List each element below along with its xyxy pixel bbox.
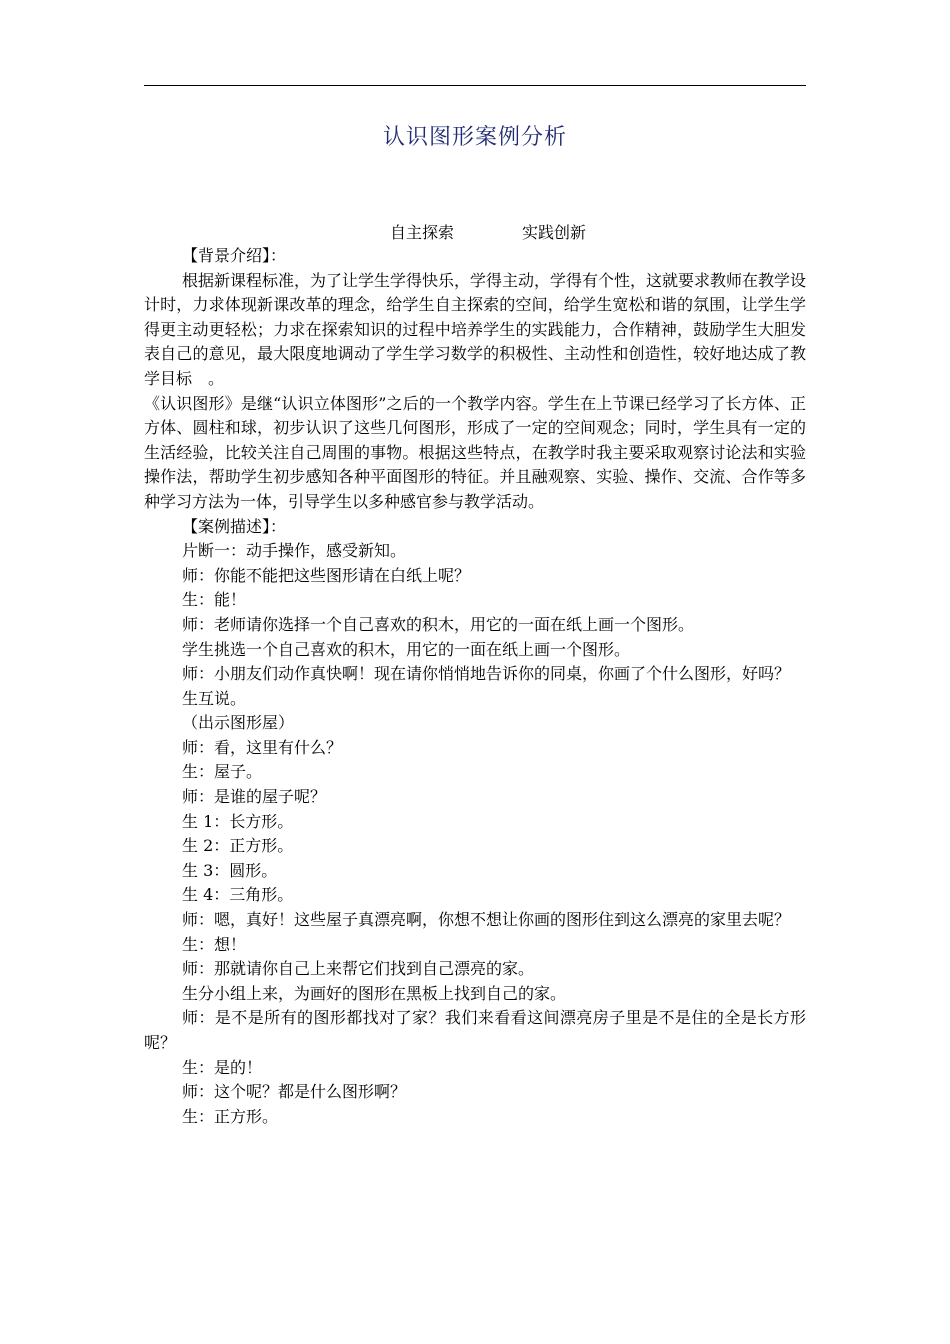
paragraph: 生 1：长方形。 [182,811,294,831]
paragraph: 师：看，这里有什么？ [182,737,343,757]
paragraph: 《认识图形》是继“认识立体图形”之后的一个教学内容。学生在上节课已经学习了长方体、正方体、圆柱和球，初步认识了这些几何图形，形成了一定的空间观念；同时，学生具有一定的生活经验，比较关注自己周围的事物。根据这些特点，在教学时我主要采取观察讨论法和实验操作法，帮助学生初步感知各种平面图形的特征。并且融观察、实验、操作、交流、合作等多种学习方法为一体，引导学生以多种感官参与教学活动。 [144,393,806,511]
paragraph: 根据新课程标准，为了让学生学得快乐，学得主动，学得有个性，这就要求教师在教学设计时，力求体现新课改革的理念，给学生自主探索的空间，给学生宽松和谐的氛围，让学生学得更主动更轻松；力求在探索知识的过程中培养学生的实践能力，合作精神，鼓励学生大胆发表自己的意见，最大限度地调动了学生学习数学的积极性、主动性和创造性，较好地达成了教学目标 。 [144,270,807,388]
paragraph: 片断一：动手操作，感受新知。 [182,541,407,561]
document-body [144,244,806,1129]
paragraph: 师：嗯，真好！这些屋子真漂亮啊，你想不想让你画的图形住到这么漂亮的家里去呢？ [182,910,791,930]
paragraph: 生互说。 [182,688,247,708]
paragraph: （出示图形屋） [182,713,295,733]
paragraph: 师：小朋友们动作真快啊！现在请你悄悄地告诉你的同桌，你画了个什么图形，好吗？ [182,664,791,684]
paragraph: 【案例描述】： [182,516,287,536]
paragraph: 师：这个呢？都是什么图形啊？ [182,1082,407,1102]
header-rule [144,85,806,86]
paragraph: 师：你能不能把这些图形请在白纸上呢？ [182,565,471,585]
paragraph: 学生挑选一个自己喜欢的积木，用它的一面在纸上画一个图形。 [182,639,631,659]
paragraph: 生 2：正方形。 [182,836,294,856]
paragraph: 【背景介绍】： [182,246,287,265]
paragraph: 师：那就请你自己上来帮它们找到自己漂亮的家。 [182,959,535,979]
paragraph: 生：屋子。 [182,762,263,782]
paragraph: 生：想！ [182,934,247,954]
subtitle-right: 实践创新 [522,223,587,242]
paragraph: 生：能！ [182,590,247,610]
paragraph: 师：是谁的屋子呢？ [182,787,327,807]
paragraph: 生分小组上来，为画好的图形在黑板上找到自己的家。 [182,983,567,1003]
paragraph: 师：老师请你选择一个自己喜欢的积木，用它的一面在纸上画一个图形。 [182,614,695,634]
paragraph: 师：是不是所有的图形都找对了家？我们来看看这间漂亮房子里是不是住的全是长方形呢？ [144,1008,806,1052]
paragraph: 生 3：圆形。 [182,860,278,880]
paragraph: 生：是的！ [182,1057,263,1077]
paragraph: 生：正方形。 [182,1106,279,1126]
subtitle [390,220,586,243]
paragraph: 生 4：三角形。 [182,885,294,905]
subtitle-left: 自主探索 [390,223,455,242]
document-title: 认识图形案例分析 [382,125,567,150]
